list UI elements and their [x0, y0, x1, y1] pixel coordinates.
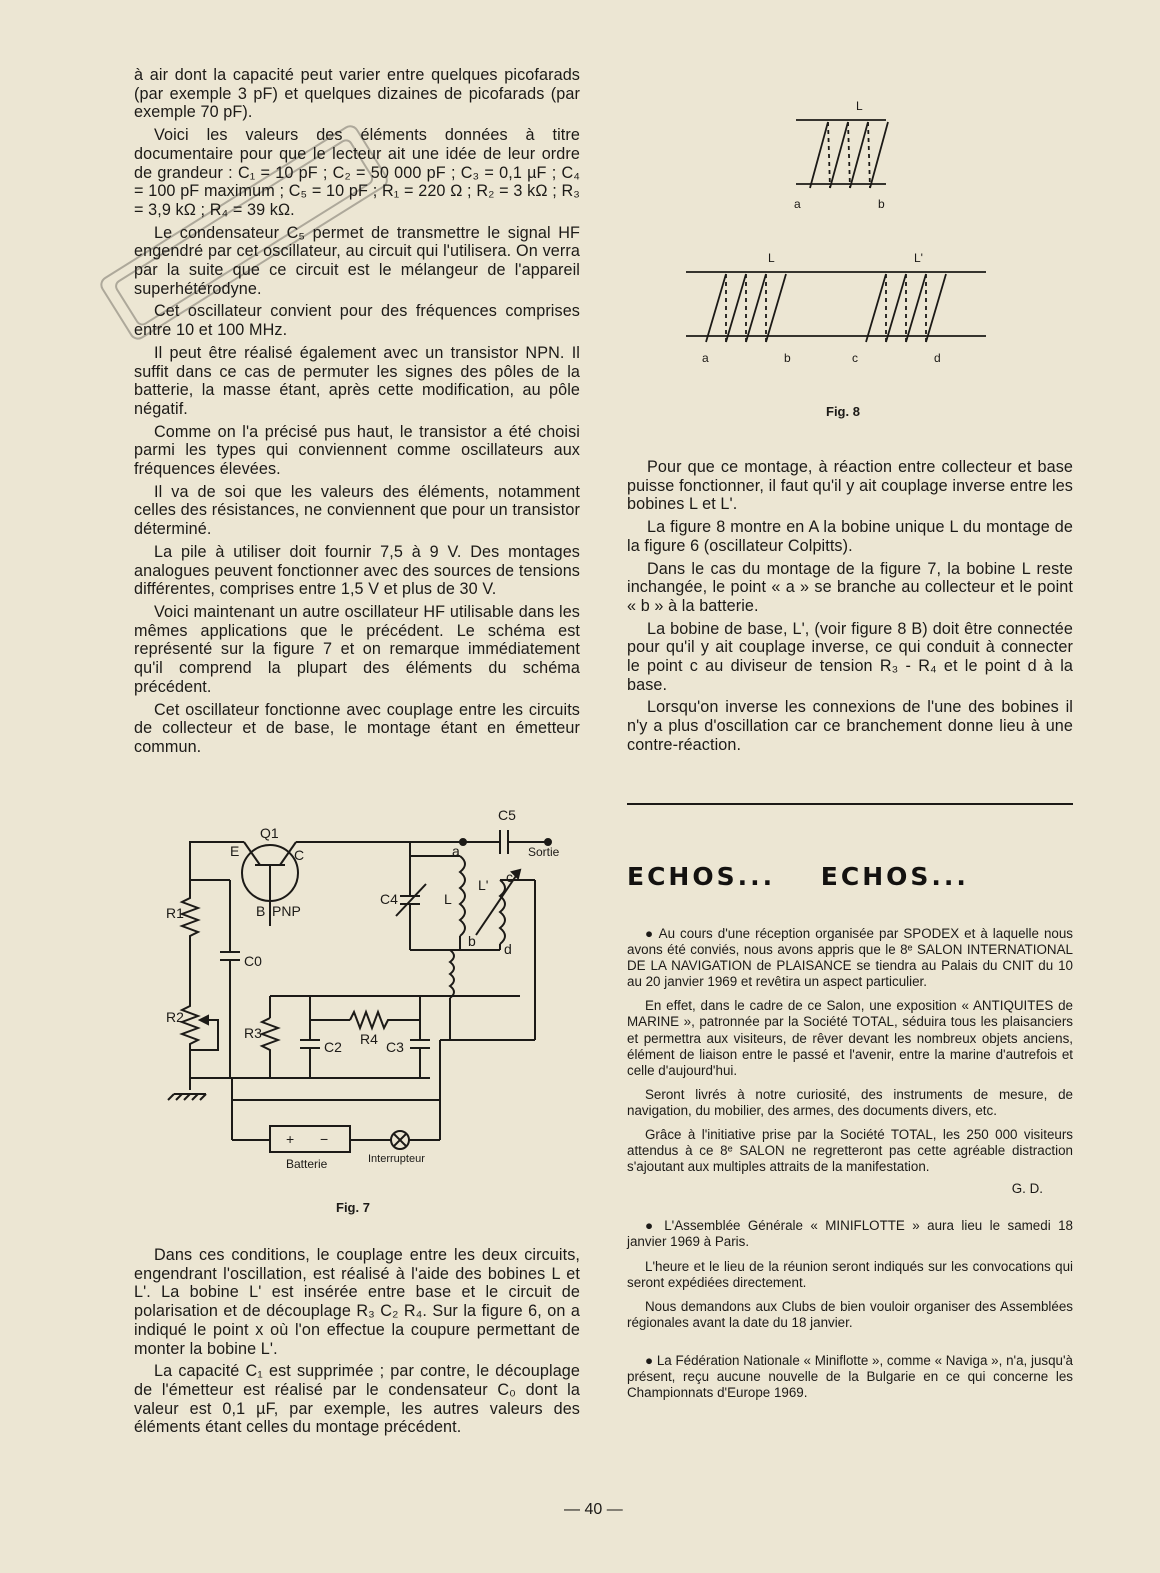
fig8-label-l: L	[768, 251, 775, 265]
paragraph: La figure 8 montre en A la bobine unique L du montage de la figure 6 (oscillateur Colpitts).	[627, 518, 1073, 555]
echos-paragraph: En effet, dans le cadre de ce Salon, une exposition « ANTIQUITES de MARINE », patronnée par la Société TOTAL, séduira tous les plaisanciers et permettra aux visiteurs, de rêver devant les nombreux objets anciens, élément de liaison entre le passé et l'avenir, entre la marine d'autrefois et celle d'aujourd'hui.	[627, 998, 1073, 1078]
fig7-label-c0: C0	[244, 953, 262, 969]
paragraph: La pile à utiliser doit fournir 7,5 à 9 V. Des montages analogues peuvent fonctionner avec des sources de tensions différentes, comprises entre 1,5 V et plus de 30 V.	[134, 542, 580, 599]
fig7-label-r2: R2	[166, 1009, 184, 1025]
echos-paragraph: ● Au cours d'une réception organisée par SPODEX et à laquelle nous avons été conviés, nous avons appris que le 8ᵉ SALON INTERNATIONAL DE LA NAVIGATION de PLAISANCE se tiendra au Palais du CNIT du 10 au 20 janvier 1969 et revêtira un aspect particulier.	[627, 926, 1073, 990]
fig7-label-plus: +	[286, 1131, 295, 1147]
fig7-label-c5: C5	[498, 807, 516, 823]
echos-heading: ECHOS... ECHOS...	[627, 862, 969, 891]
fig8-label-b-top: b	[878, 197, 885, 211]
echos-paragraph: ● La Fédération Nationale « Miniflotte », comme « Naviga », n'a, jusqu'à présent, reçu aucune nouvelle de la Bulgarie en ce qui concerne les Championnats d'Europe 1969.	[627, 1352, 1073, 1401]
figure-8-coils	[686, 92, 986, 372]
fig8-label-d: d	[934, 351, 941, 365]
echos-paragraph: L'heure et le lieu de la réunion seront indiqués sur les convocations qui seront expédiées directement.	[627, 1258, 1073, 1290]
fig7-label-c3: C3	[386, 1039, 404, 1055]
echos-paragraph: Nous demandons aux Clubs de bien vouloir organiser des Assemblées régionales avant la date du 18 janvier.	[627, 1298, 1073, 1330]
fig7-label-minus: −	[320, 1131, 329, 1147]
fig7-label-b: B	[256, 903, 266, 919]
paragraph: Comme on l'a précisé pus haut, le transistor a été choisi parmi les types qui conviennent comme oscillateurs aux fréquences élevées.	[134, 422, 580, 479]
figure-8-caption: Fig. 8	[826, 404, 860, 419]
echos-paragraph: ● L'Assemblée Générale « MINIFLOTTE » aura lieu le samedi 18 janvier 1969 à Paris.	[627, 1218, 1073, 1250]
paragraph: Cet oscillateur convient pour des fréquences comprises entre 10 et 100 MHz.	[134, 302, 580, 340]
paragraph: Dans ces conditions, le couplage entre les deux circuits, engendrant l'oscillation, est réalisé à l'aide des bobines L et L'. La bobine L' est insérée entre base et le circuit de polarisation et de découplage R₃ C₂ R₄. Sur la figure 6, on a indiqué le point x où l'on effectue la coupure permettant de monter la bobine L'.	[134, 1246, 580, 1358]
fig7-label-r1: R1	[166, 905, 184, 921]
echos-paragraph: Seront livrés à notre curiosité, des instruments de mesure, de navigation, du mobilier, des armes, des documents divers, etc.	[627, 1086, 1073, 1118]
fig7-label-lp: L'	[478, 877, 489, 893]
fig8-label-c: c	[852, 351, 858, 365]
paragraph: Voici les valeurs des éléments données à titre documentaire pour que le lecteur ait une idée de leur ordre de grandeur : C₁ = 10 pF ; C₂ = 50 000 pF ; C₃ = 0,1 µF ; C₄ = 100 pF maximum ; C₅ = 10 pF ; R₁ = 220 Ω ; R₂ = 3 kΩ ; R₃ = 3,9 kΩ ; R₄ = 39 kΩ.	[134, 126, 580, 219]
fig7-label-a: a	[452, 843, 460, 859]
paragraph: La capacité C₁ est supprimée ; par contre, le découplage de l'émetteur est réalisé par le condensateur C₀ dont la valeur est 0,1 µF, par exemple, les autres valeurs des éléments étant celles du montage précédent.	[134, 1362, 580, 1437]
fig8-label-l-top: L	[856, 99, 863, 113]
paragraph: Voici maintenant un autre oscillateur HF utilisable dans les mêmes applications que le précédent. Le schéma est représenté sur la figure 7 et on remarque immédiatement qu'il comprend la plupart des éléments du schéma précédent.	[134, 602, 580, 696]
paragraph: Dans le cas du montage de la figure 7, la bobine L reste inchangée, le point « a » se branche au collecteur et le point « b » à la batterie.	[627, 559, 1073, 615]
fig8-label-a-top: a	[794, 197, 801, 211]
paragraph: Il peut être réalisé également avec un transistor NPN. Il suffit dans ce cas de permuter les signes des pôles de la batterie, la masse étant, après cette modification, au pôle négatif.	[134, 343, 580, 418]
fig7-label-c-point: c	[506, 869, 513, 885]
echos-paragraph: Grâce à l'initiative prise par la Société TOTAL, les 250 000 visiteurs attendus à ce 8ᵉ SALON ne regretteront pas cette agréable distraction s'ajoutant aux multiples attraits de la manifestation.	[627, 1127, 1073, 1175]
fig7-label-c2: C2	[324, 1039, 342, 1055]
right-column	[627, 458, 1073, 759]
paragraph: Lorsqu'on inverse les connexions de l'une des bobines il n'y a plus d'oscillation car ce branchement donne lieu à une contre-réaction.	[627, 698, 1073, 754]
fig7-label-b-point: b	[468, 933, 476, 949]
fig7-label-sortie: Sortie	[528, 845, 560, 859]
paragraph: La bobine de base, L', (voir figure 8 B) doit être connectée pour qu'il y ait couplage inverse, ce qui conduit à connecter le point c au diviseur de tension R₃ - R₄ et le point d à la base.	[627, 619, 1073, 694]
fig7-label-l: L	[444, 891, 452, 907]
fig7-label-pnp: PNP	[272, 903, 301, 919]
echos-section	[627, 926, 1073, 1409]
fig8-label-b: b	[784, 351, 791, 365]
echos-signature: G. D.	[1011, 1181, 1043, 1197]
left-column-after-figure	[134, 1246, 580, 1441]
fig7-label-interrupteur: Interrupteur	[368, 1153, 425, 1165]
fig7-label-r4: R4	[360, 1031, 378, 1047]
section-divider	[627, 803, 1073, 805]
fig7-label-c: C	[294, 847, 305, 863]
paragraph: Il va de soi que les valeurs des éléments, notamment celles des résistances, ne conviennent que pour un transistor déterminé.	[134, 482, 580, 539]
paragraph: à air dont la capacité peut varier entre quelques picofarads (par exemple 3 pF) et quelques dizaines de picofarads (par exemple 70 pF).	[134, 66, 580, 122]
fig8-label-a: a	[702, 351, 709, 365]
page-number: — 40 —	[564, 1501, 623, 1518]
figure-7-caption: Fig. 7	[336, 1200, 370, 1215]
figure-7-schematic	[160, 800, 580, 1180]
fig7-label-d: d	[504, 941, 512, 957]
fig8-label-lp: L'	[914, 251, 923, 265]
paragraph: Pour que ce montage, à réaction entre collecteur et base puisse fonctionner, il faut qu'il y ait couplage inverse entre les bobines L et L'.	[627, 458, 1073, 514]
fig7-label-e: E	[230, 843, 240, 859]
fig7-label-batterie: Batterie	[286, 1157, 328, 1171]
fig7-label-r3: R3	[244, 1025, 262, 1041]
fig7-label-c4: C4	[380, 891, 398, 907]
fig7-label-q1: Q1	[260, 825, 279, 841]
left-column	[134, 66, 580, 761]
paragraph: Cet oscillateur fonctionne avec couplage entre les circuits de collecteur et de base, le montage étant en émetteur commun.	[134, 700, 580, 756]
paragraph: Le condensateur C₅ permet de transmettre le signal HF engendré par cet oscillateur, au circuit qui l'utilisera. On verra par la suite que ce circuit est le mélangeur de l'appareil superhétérodyne.	[134, 223, 580, 298]
